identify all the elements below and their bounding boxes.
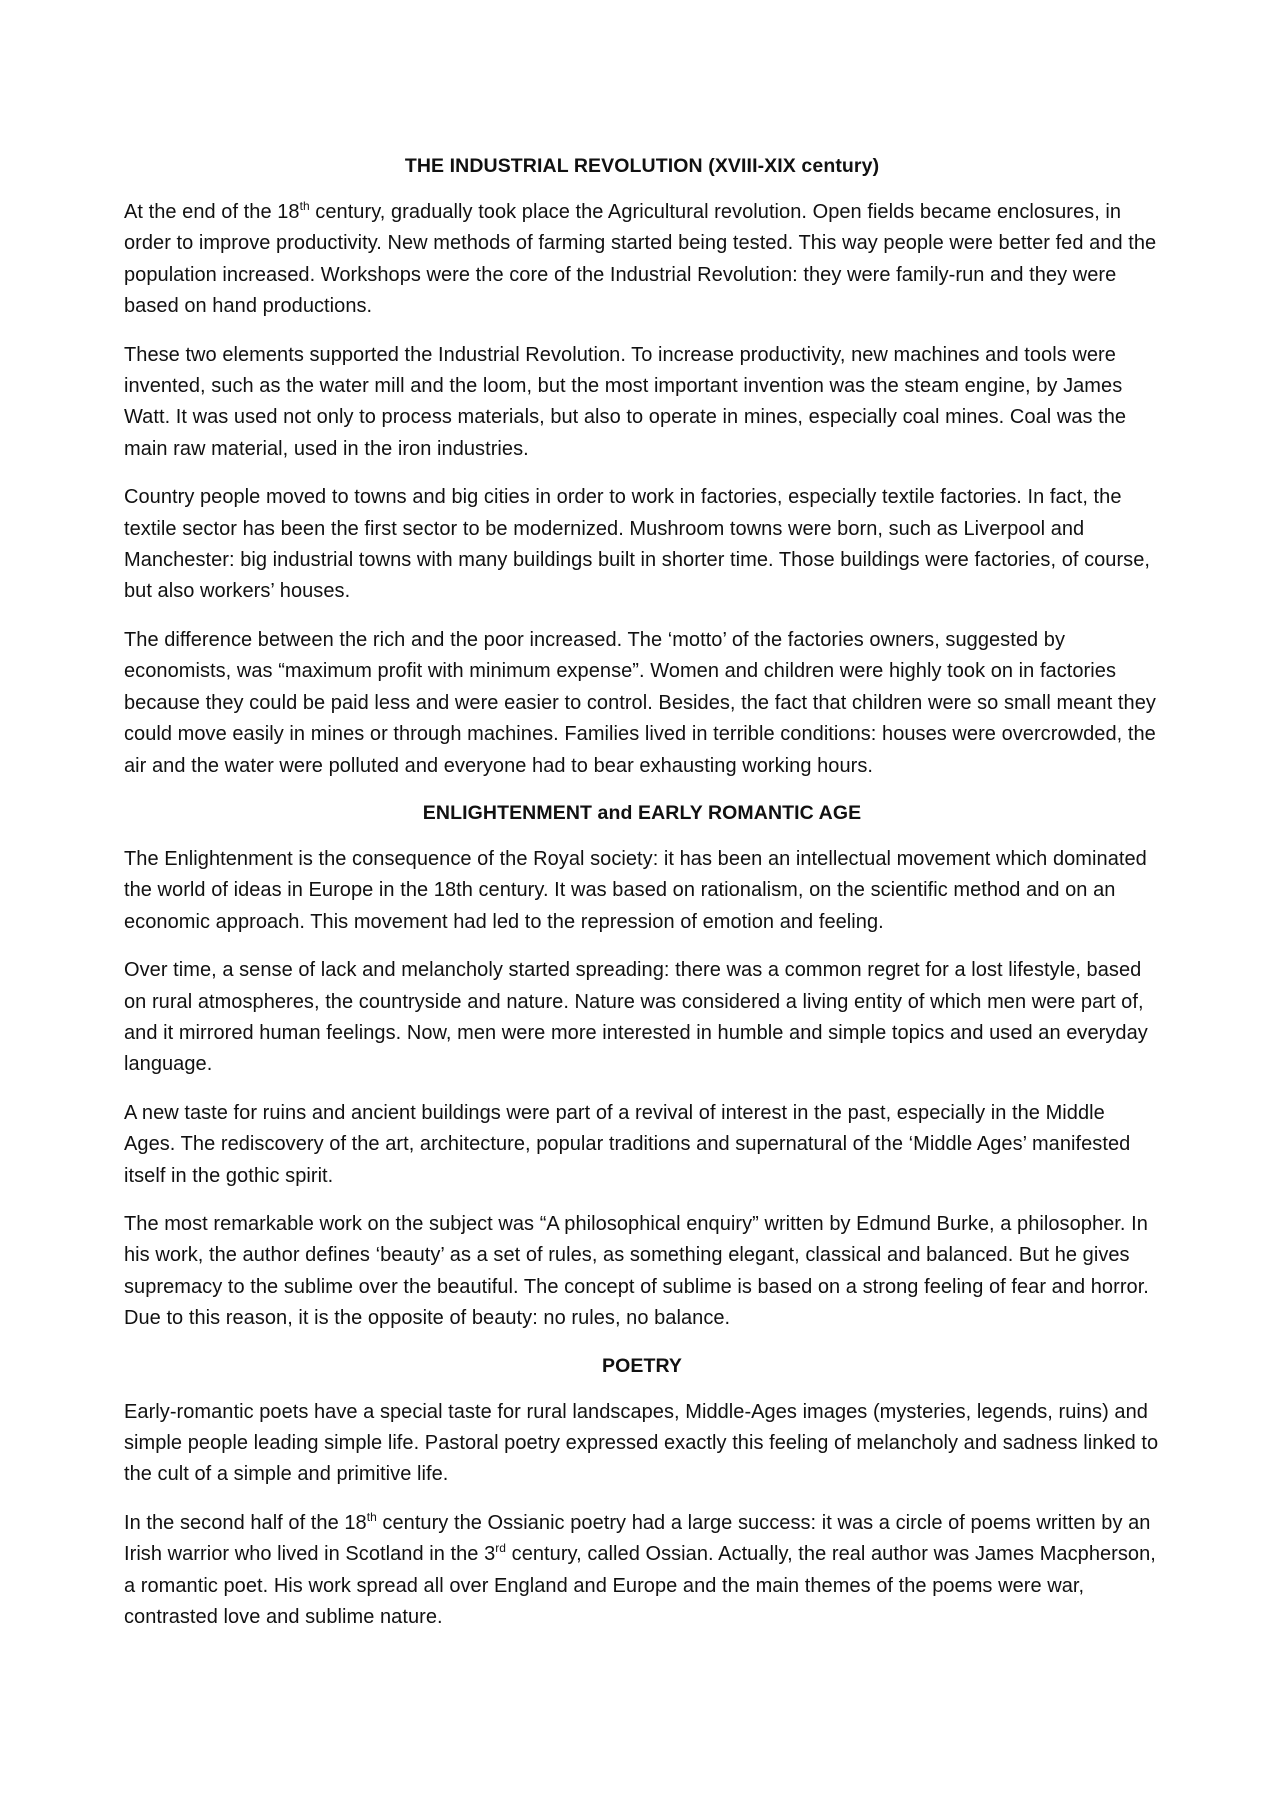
- paragraph-enlightenment-definition: The Enlightenment is the consequence of the Royal society: it has been an intellectual movement which dominated the world of ideas in Europe in the 18th century. It was based on rationalism, on the scientific method and on an economic approach. This movement had led to the repression of emotion and feeling.: [124, 847, 1147, 933]
- paragraph-early-romantic-poets: Early-romantic poets have a special taste for rural landscapes, Middle-Ages images (mysteries, legends, ruins) and simple people leading simple life. Pastoral poetry expressed exactly this feeling of melancholy and sadness linked to the cult of a simple and primitive life.: [124, 1400, 1159, 1486]
- paragraph-rich-and-poor: The difference between the rich and the poor increased. The ‘motto’ of the factories owners, suggested by economists, was “maximum profit with minimum expense”. Women and children were highly took on in factories because they could be paid less and were easier to control. Besides, the fact that children were so small meant they could move easily in mines or through machines. Families lived in terrible conditions: houses were overcrowded, the air and the water were polluted and everyone had to bear exhausting working hours.: [124, 628, 1156, 777]
- paragraph-ossianic-poetry: In the second half of the 18th century the Ossianic poetry had a large success: it was a circle of poems written by an Irish warrior who lived in Scotland in the 3rd century, called Ossian. Actually, the real author was James Macpherson, a romantic poet. His work spread all over England and Europe and the main themes of the poems were war, contrasted love and sublime nature.: [124, 1509, 1156, 1629]
- section-title-poetry: POETRY: [601, 1354, 683, 1377]
- paragraph-ruins-and-middle-ages: A new taste for ruins and ancient buildings were part of a revival of interest in the past, especially in the Middle Ages. The rediscovery of the art, architecture, popular traditions and supernatural of the ‘Middle Ages’ manifested itself in the gothic spirit.: [124, 1101, 1131, 1187]
- paragraph-melancholy: Over time, a sense of lack and melancholy started spreading: there was a common regret for a lost lifestyle, based on rural atmospheres, the countryside and nature. Nature was considered a living entity of which men were part of, and it mirrored human feelings. Now, men were more interested in humble and simple topics and used an everyday language.: [124, 959, 1148, 1076]
- paragraph-machines-and-tools: These two elements supported the Industrial Revolution. To increase productivity, new machines and tools were invented, such as the water mill and the loom, but the most important invention was the steam engine, by James Watt. It was used not only to process materials, but also to operate in mines, especially coal mines. Coal was the main raw material, used in the iron industries.: [124, 343, 1127, 460]
- section-title-enlightenment: ENLIGHTENMENT and EARLY ROMANTIC AGE: [422, 801, 862, 824]
- section-title-industrial-revolution: THE INDUSTRIAL REVOLUTION (XVIII-XIX century): [404, 155, 880, 177]
- paragraph-country-people: Country people moved to towns and big cities in order to work in factories, especially textile factories. In fact, the textile sector has been the first sector to be modernized. Mushroom towns were born, such as Liverpool and Manchester: big industrial towns with many buildings built in shorter time. Those buildings were factories, of course, but also workers’ houses.: [124, 486, 1151, 603]
- paragraph-burke-sublime: The most remarkable work on the subject was “A philosophical enquiry” written by Edmund Burke, a philosopher. In his work, the author defines ‘beauty’ as a set of rules, as something elegant, classical and balanced. But he gives supremacy to the sublime over the beautiful. The concept of sublime is based on a strong feeling of fear and horror. Due to this reason, it is the opposite of beauty: no rules, no balance.: [124, 1212, 1149, 1330]
- paragraph-agricultural-revolution: At the end of the 18th century, gradually took place the Agricultural revolution. Open fields became enclosures, in order to improve productivity. New methods of farming started being tested. This way people were better fed and the population increased. Workshops were the core of the Industrial Revolution: they were family-run and they were based on hand productions.: [124, 199, 1157, 318]
